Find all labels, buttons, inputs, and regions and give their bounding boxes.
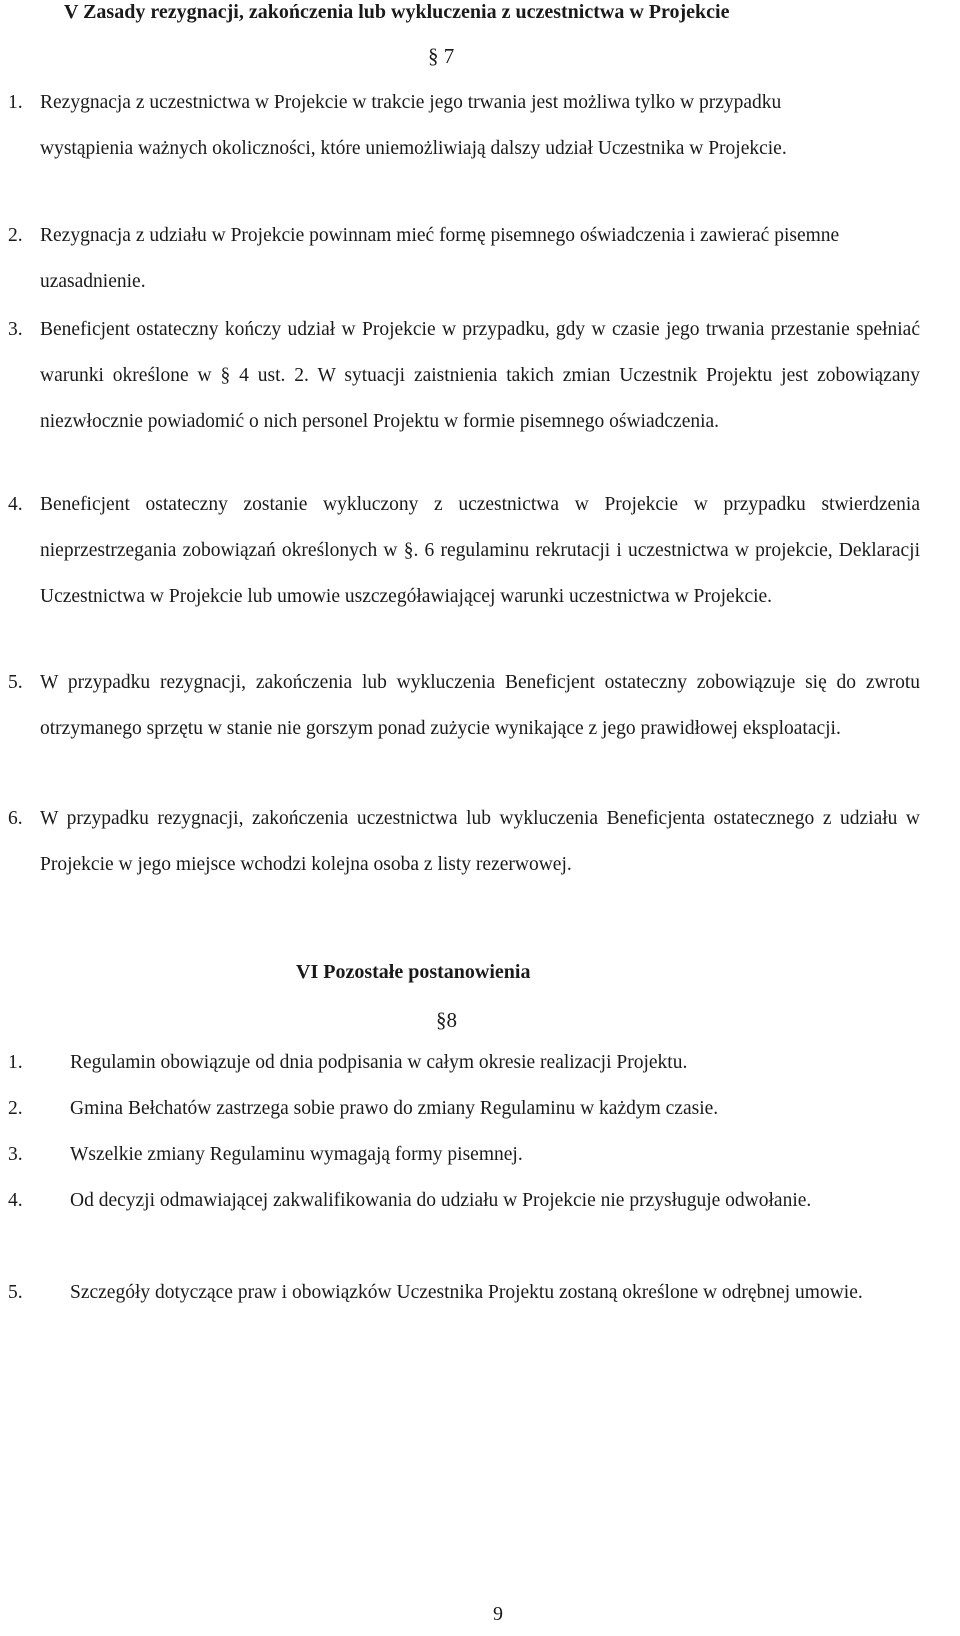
list-item-text: W przypadku rezygnacji, zakończenia lub wykluczenia Beneficjent ostateczny zobowiązuje się do zwrotu otrzymanego sprzętu w stanie nie gorszym ponad zużycie wynikające z jego prawidłowej eksploatacji. (40, 672, 920, 739)
list-item-text: Regulamin obowiązuje od dnia podpisania w całym okresie realizacji Projektu. (70, 1052, 688, 1073)
list-item-number: 4. (8, 494, 23, 515)
list-item-number: 1. (8, 92, 23, 113)
list-item-number: 3. (8, 1144, 23, 1165)
list-item-number: 1. (8, 1052, 23, 1073)
list-item-text: Rezygnacja z uczestnictwa w Projekcie w trakcie jego trwania jest możliwa tylko w przypadku wystąpienia ważnych okoliczności, które uniemożliwiają dalszy udział Uczestnika w Projekcie. (40, 92, 787, 159)
list-item-text: Wszelkie zmiany Regulaminu wymagają formy pisemnej. (70, 1144, 523, 1165)
list-item-text: Beneficjent ostateczny kończy udział w Projekcie w przypadku, gdy w czasie jego trwania przestanie spełniać warunki określone w § 4 ust. 2. W sytuacji zaistnienia takich zmian Uczestnik Projektu jest zobowiązany niezwłocznie powiadomić o nich personel Projektu w formie pisemnego oświadczenia. (40, 319, 920, 432)
list-item-text: Od decyzji odmawiającej zakwalifikowania do udziału w Projekcie nie przysługuje odwołanie. (70, 1190, 812, 1211)
paragraph-symbol: § 7 (428, 44, 455, 68)
list-item-number: 2. (8, 1098, 23, 1119)
list-item-text: Rezygnacja z udziału w Projekcie powinnam mieć formę pisemnego oświadczenia i zawierać pisemne uzasadnienie. (40, 225, 840, 292)
list-item-text: Gmina Bełchatów zastrzega sobie prawo do zmiany Regulaminu w każdym czasie. (70, 1098, 719, 1119)
page-number: 9 (493, 1603, 503, 1625)
list-item-number: 5. (8, 1282, 23, 1303)
list-item-number: 4. (8, 1190, 23, 1211)
list-item-number: 2. (8, 225, 23, 246)
section-heading: VI Pozostałe postanowienia (296, 961, 531, 983)
list-item-text: Beneficjent ostateczny zostanie wykluczony z uczestnictwa w Projekcie w przypadku stwierdzenia nieprzestrzegania zobowiązań określonych w §. 6 regulaminu rekrutacji i uczestnictwa w projekcie, Deklaracji Uczestnictwa w Projekcie lub umowie uszczegóławiającej warunki uczestnictwa w Projekcie. (40, 494, 920, 607)
paragraph-symbol: §8 (436, 1008, 457, 1032)
list-item-text: Szczegóły dotyczące praw i obowiązków Uczestnika Projektu zostaną określone w odrębnej umowie. (70, 1282, 863, 1303)
list-item-number: 6. (8, 808, 23, 829)
list-item-text: W przypadku rezygnacji, zakończenia uczestnictwa lub wykluczenia Beneficjenta ostatecznego z udziału w Projekcie w jego miejsce wchodzi kolejna osoba z listy rezerwowej. (40, 808, 920, 875)
list-item-number: 3. (8, 319, 23, 340)
section-heading: V Zasady rezygnacji, zakończenia lub wykluczenia z uczestnictwa w Projekcie (64, 1, 730, 23)
list-item-number: 5. (8, 672, 23, 693)
